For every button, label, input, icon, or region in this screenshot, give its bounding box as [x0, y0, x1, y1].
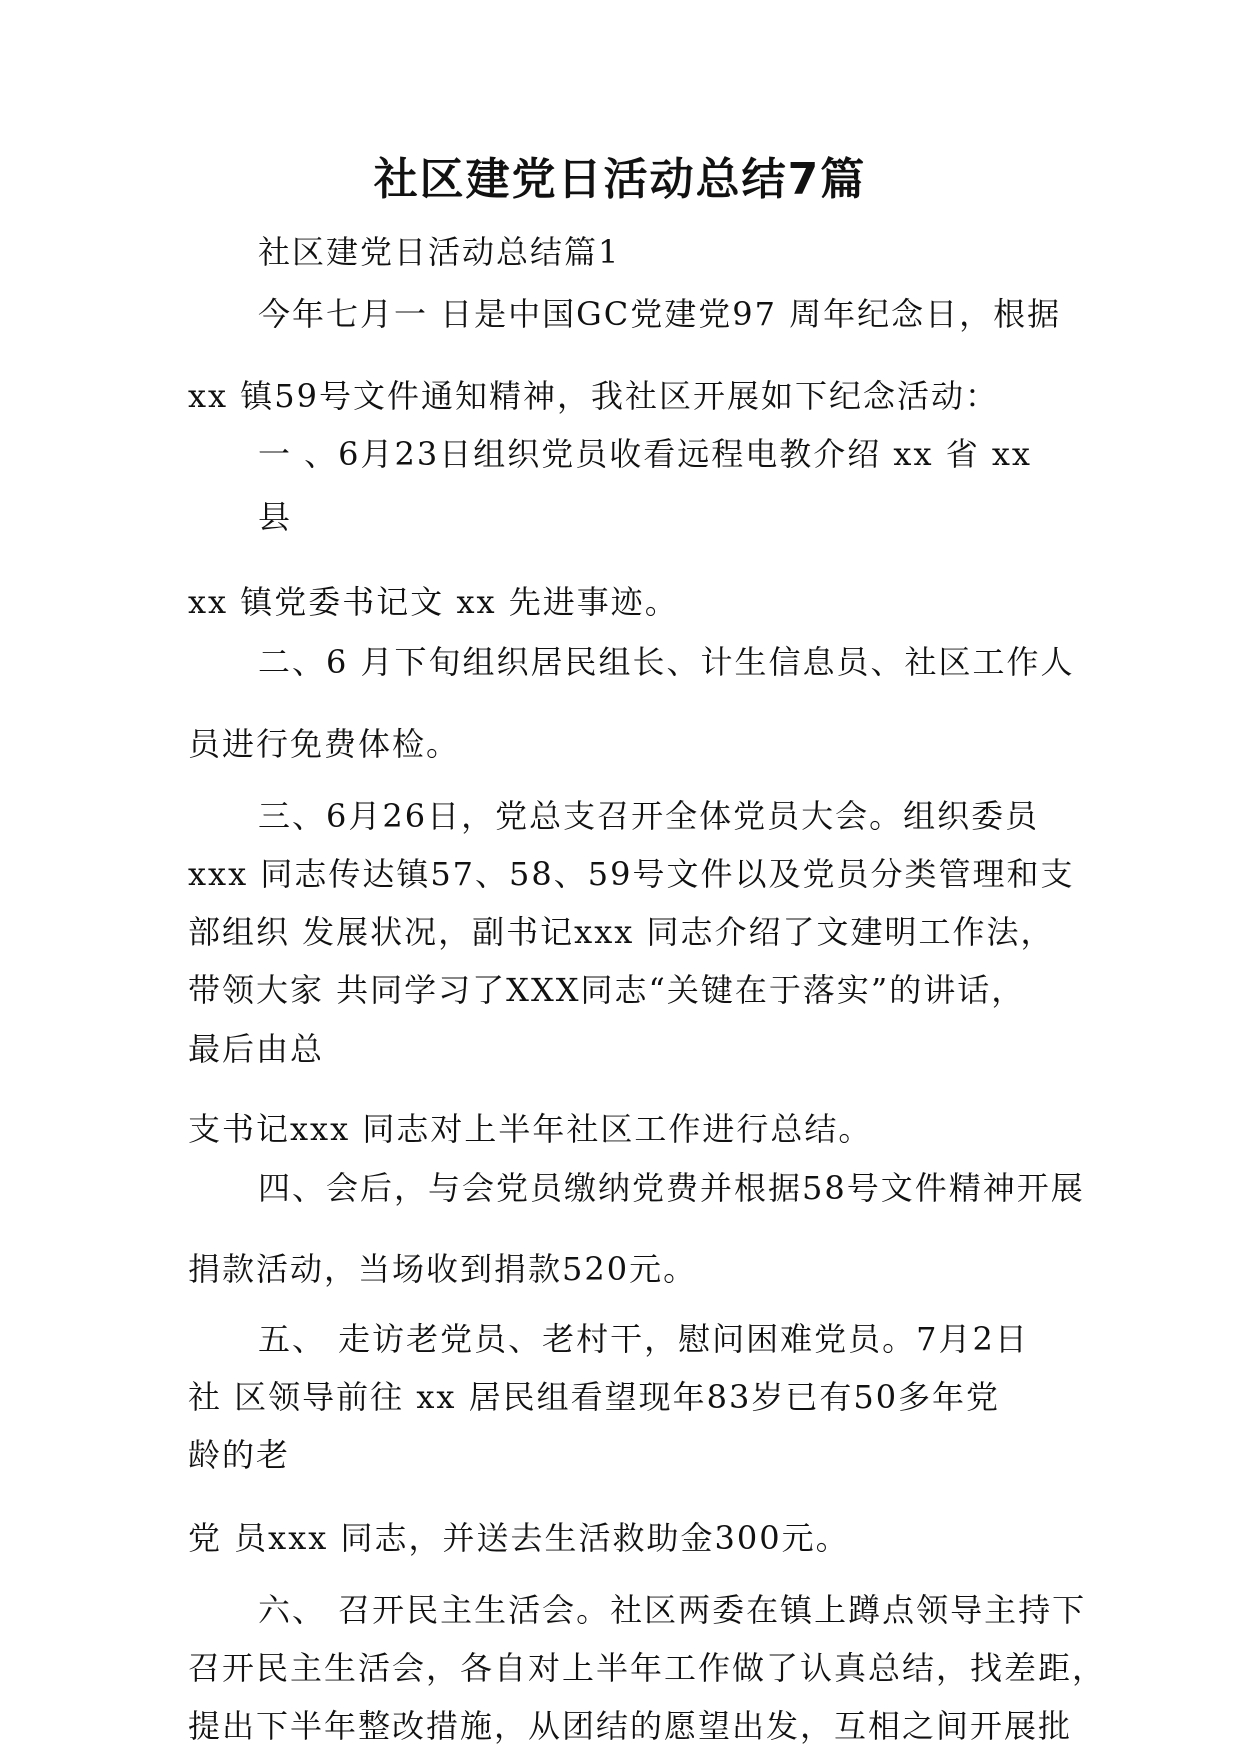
paragraph-line: 员进行免费体检。	[188, 725, 461, 763]
paragraph-line: 五、 走访老党员、老村干，慰问困难党员。7月2日	[258, 1320, 1029, 1358]
paragraph-line: xxx 同志传达镇57、58、59号文件以及党员分类管理和支	[188, 855, 1075, 893]
paragraph-line: 三、6月26日，党总支召开全体党员大会。组织委员	[258, 797, 1040, 835]
paragraph-line: 四、会后，与会党员缴纳党费并根据58号文件精神开展	[258, 1169, 1085, 1207]
document-title: 社区建党日活动总结7篇	[373, 154, 867, 205]
paragraph-line: 提出下半年整改措施，从团结的愿望出发，互相之间开展批	[188, 1707, 1073, 1745]
paragraph-line: 捐款活动，当场收到捐款520元。	[188, 1250, 698, 1288]
paragraph-line: 带领大家 共同学习了XXX同志“关键在于落实”的讲话，	[188, 971, 1026, 1009]
paragraph-line: 党 员xxx 同志，并送去生活救助金300元。	[188, 1519, 850, 1557]
paragraph-line: 社 区领导前往 xx 居民组看望现年83岁已有50多年党	[188, 1378, 1001, 1416]
paragraph-line: 一 、6月23日组织党员收看远程电教介绍 xx 省 xx	[258, 435, 1032, 473]
paragraph-line: 县	[258, 498, 293, 536]
paragraph-line: 部组织 发展状况，副书记xxx 同志介绍了文建明工作法，	[188, 913, 1055, 951]
paragraph-line: 二、6 月下旬组织居民组长、计生信息员、社区工作人	[258, 643, 1075, 681]
paragraph-line: xx 镇59号文件通知精神，我社区开展如下纪念活动：	[188, 377, 999, 415]
paragraph-line: 召开民主生活会，各自对上半年工作做了认真总结，找差距，	[188, 1649, 1107, 1687]
section-heading: 社区建党日活动总结篇1	[258, 233, 621, 271]
paragraph-line: xx 镇党委书记文 xx 先进事迹。	[188, 583, 679, 621]
paragraph-line: 六、 召开民主生活会。社区两委在镇上蹲点领导主持下	[258, 1591, 1087, 1629]
paragraph-line: 龄的老	[188, 1436, 291, 1474]
paragraph-line: 支书记xxx 同志对上半年社区工作进行总结。	[188, 1110, 873, 1148]
paragraph-line: 今年七月一 日是中国GC党建党97 周年纪念日，根据	[258, 295, 1062, 333]
paragraph-line: 最后由总	[188, 1030, 325, 1068]
